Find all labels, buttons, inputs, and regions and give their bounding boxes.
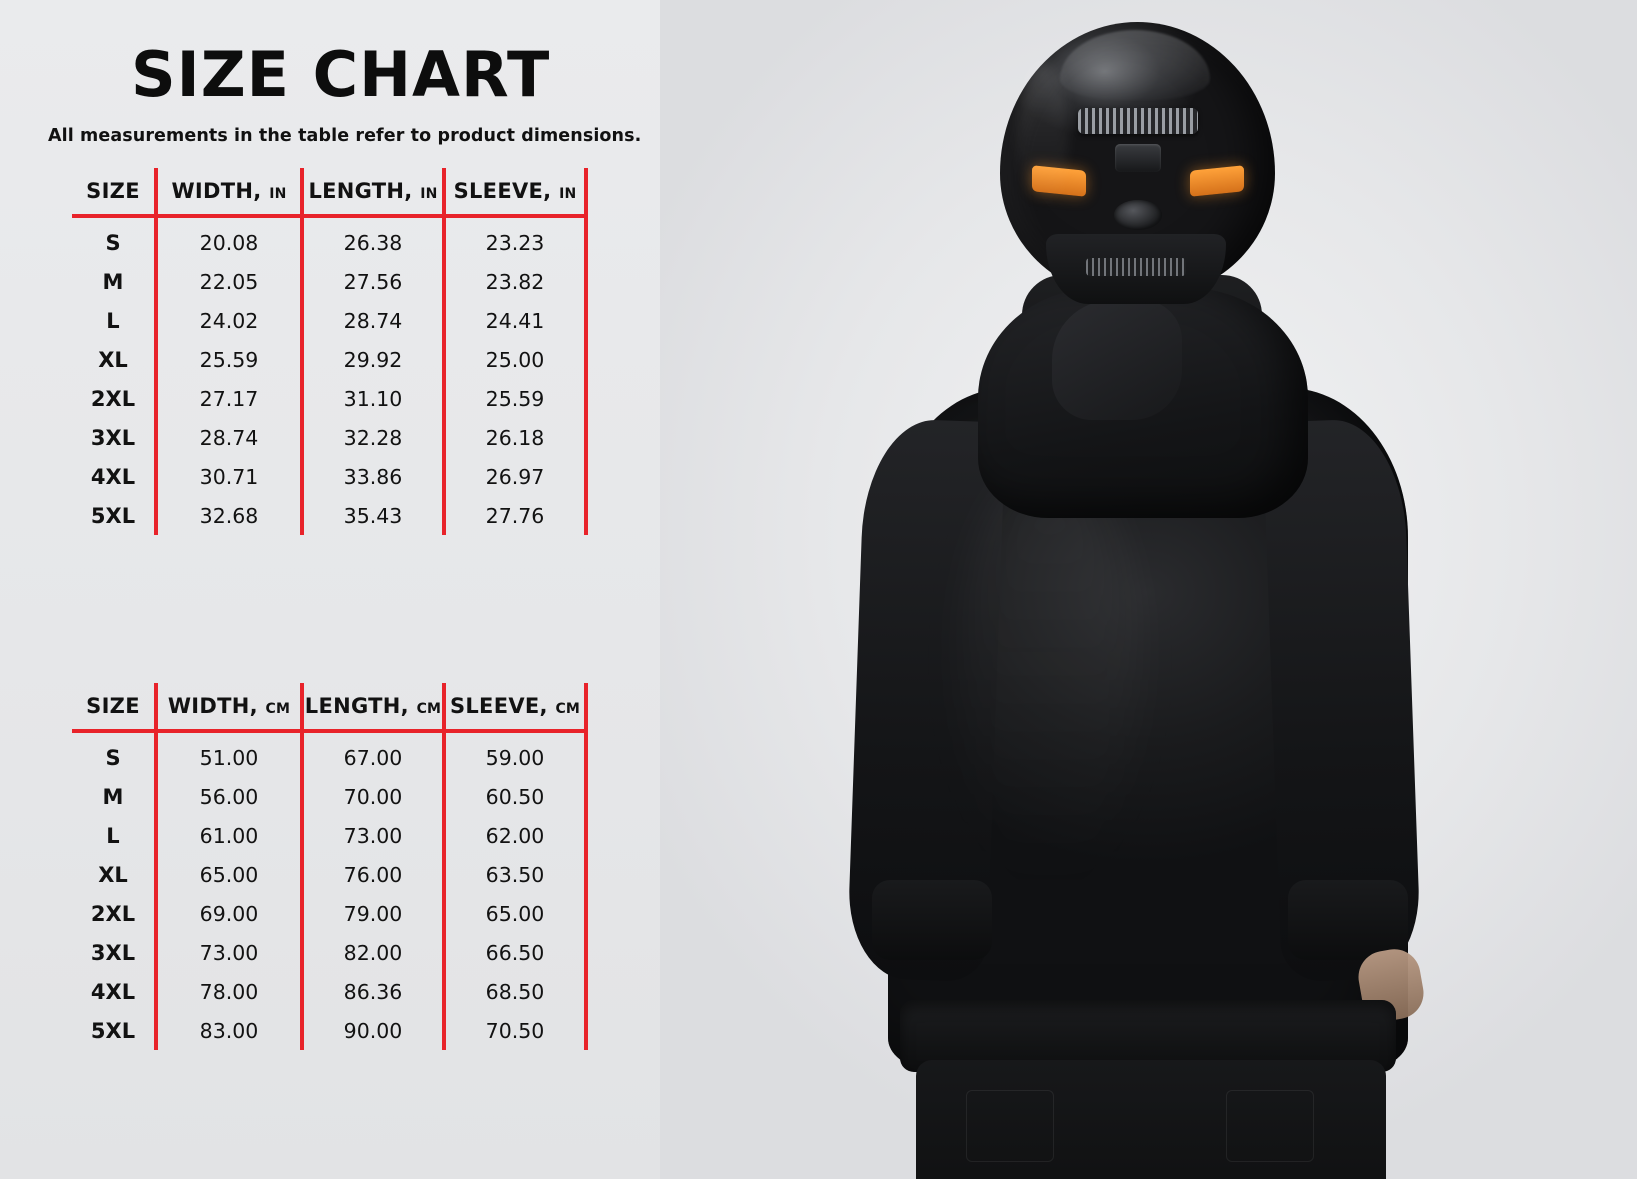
cell-width: 61.00 bbox=[156, 816, 302, 855]
cell-size: 5XL bbox=[90, 503, 136, 528]
cell-size: 2XL bbox=[90, 386, 136, 411]
cell-sleeve: 23.23 bbox=[444, 216, 586, 262]
size-chart-panel bbox=[0, 0, 700, 1179]
column-header-size bbox=[72, 168, 156, 216]
cell-sleeve: 25.00 bbox=[444, 340, 586, 379]
size-table-inches bbox=[72, 168, 588, 535]
table-row bbox=[72, 855, 586, 894]
cell-length: 90.00 bbox=[302, 1011, 444, 1050]
cell-width: 27.17 bbox=[156, 379, 302, 418]
cell-length: 32.28 bbox=[302, 418, 444, 457]
cell-length: 86.36 bbox=[302, 972, 444, 1011]
column-header-size bbox=[72, 683, 156, 731]
column-header-width-unit: IN bbox=[269, 186, 287, 202]
cell-length: 82.00 bbox=[302, 933, 444, 972]
cell-width: 73.00 bbox=[156, 933, 302, 972]
table-row bbox=[72, 933, 586, 972]
table-row bbox=[72, 262, 586, 301]
table-row bbox=[72, 379, 586, 418]
table-row bbox=[72, 816, 586, 855]
cell-width: 69.00 bbox=[156, 894, 302, 933]
column-header-width-unit: CM bbox=[265, 701, 291, 717]
table-row bbox=[72, 216, 586, 262]
table-row bbox=[72, 301, 586, 340]
column-header-sleeve-unit: IN bbox=[559, 186, 577, 202]
column-header-sleeve bbox=[444, 683, 586, 731]
cell-length: 29.92 bbox=[302, 340, 444, 379]
table-row bbox=[72, 1011, 586, 1050]
cell-width: 32.68 bbox=[156, 496, 302, 535]
product-image bbox=[660, 0, 1637, 1179]
table-row bbox=[72, 731, 586, 777]
column-header-sleeve bbox=[444, 168, 586, 216]
hoodie-cuff-right bbox=[1288, 880, 1408, 960]
cell-sleeve: 26.18 bbox=[444, 418, 586, 457]
cell-length: 67.00 bbox=[302, 731, 444, 777]
cell-size: XL bbox=[98, 862, 128, 887]
cell-length: 31.10 bbox=[302, 379, 444, 418]
column-header-sleeve-label: SLEEVE, bbox=[449, 694, 548, 718]
page-subtitle: All measurements in the table refer to product dimensions. bbox=[48, 126, 642, 146]
cell-sleeve: 65.00 bbox=[444, 894, 586, 933]
cell-width: 83.00 bbox=[156, 1011, 302, 1050]
table-row bbox=[72, 777, 586, 816]
table-row bbox=[72, 496, 586, 535]
cell-width: 25.59 bbox=[156, 340, 302, 379]
cell-length: 76.00 bbox=[302, 855, 444, 894]
cell-size: L bbox=[106, 823, 120, 848]
column-header-size-label: SIZE bbox=[86, 694, 140, 718]
table-row bbox=[72, 340, 586, 379]
cell-sleeve: 27.76 bbox=[444, 496, 586, 535]
helmet-vent bbox=[1078, 108, 1198, 134]
column-header-width-label: WIDTH, bbox=[167, 694, 258, 718]
cell-sleeve: 63.50 bbox=[444, 855, 586, 894]
cell-width: 65.00 bbox=[156, 855, 302, 894]
cell-width: 30.71 bbox=[156, 457, 302, 496]
helmet-light-right bbox=[1190, 165, 1244, 197]
table-row bbox=[72, 894, 586, 933]
cell-length: 27.56 bbox=[302, 262, 444, 301]
cell-size: S bbox=[105, 230, 121, 255]
column-header-length-label: LENGTH, bbox=[308, 179, 413, 203]
cell-size: L bbox=[106, 308, 120, 333]
cell-sleeve: 23.82 bbox=[444, 262, 586, 301]
column-header-size-label: SIZE bbox=[86, 179, 140, 203]
cell-length: 33.86 bbox=[302, 457, 444, 496]
cell-length: 28.74 bbox=[302, 301, 444, 340]
cell-sleeve: 59.00 bbox=[444, 731, 586, 777]
table-row bbox=[72, 972, 586, 1011]
cell-size: 4XL bbox=[90, 979, 136, 1004]
fabric-sheen bbox=[960, 470, 1140, 890]
pants-pocket-left bbox=[966, 1090, 1054, 1162]
cell-size: 5XL bbox=[90, 1018, 136, 1043]
size-table-inches-wrap bbox=[72, 168, 588, 535]
helmet-chin-vent bbox=[1086, 258, 1186, 276]
cell-width: 51.00 bbox=[156, 731, 302, 777]
column-header-sleeve-unit: CM bbox=[555, 701, 581, 717]
hoodie-cuff-left bbox=[872, 880, 992, 960]
cell-width: 56.00 bbox=[156, 777, 302, 816]
cell-size: M bbox=[102, 269, 124, 294]
cell-sleeve: 26.97 bbox=[444, 457, 586, 496]
cell-sleeve: 62.00 bbox=[444, 816, 586, 855]
cell-size: XL bbox=[98, 347, 128, 372]
table-header-row bbox=[72, 168, 586, 216]
cell-length: 70.00 bbox=[302, 777, 444, 816]
pants-pocket-right bbox=[1226, 1090, 1314, 1162]
cell-length: 35.43 bbox=[302, 496, 444, 535]
column-header-width bbox=[156, 683, 302, 731]
cell-size: 4XL bbox=[90, 464, 136, 489]
cell-sleeve: 68.50 bbox=[444, 972, 586, 1011]
size-table-centimeters-wrap bbox=[72, 683, 588, 1050]
column-header-sleeve-label: SLEEVE, bbox=[453, 179, 552, 203]
cell-size: S bbox=[105, 745, 121, 770]
cell-width: 20.08 bbox=[156, 216, 302, 262]
cell-width: 22.05 bbox=[156, 262, 302, 301]
cell-length: 79.00 bbox=[302, 894, 444, 933]
cell-sleeve: 24.41 bbox=[444, 301, 586, 340]
column-header-length-unit: IN bbox=[420, 186, 438, 202]
column-header-length-unit: CM bbox=[416, 701, 442, 717]
column-header-length bbox=[302, 683, 444, 731]
cell-width: 28.74 bbox=[156, 418, 302, 457]
helmet-badge bbox=[1115, 144, 1161, 172]
page-title: SIZE CHART bbox=[131, 38, 551, 111]
cell-width: 24.02 bbox=[156, 301, 302, 340]
cell-sleeve: 60.50 bbox=[444, 777, 586, 816]
size-table-centimeters bbox=[72, 683, 588, 1050]
helmet-stripe bbox=[1060, 30, 1210, 100]
table-row bbox=[72, 418, 586, 457]
cell-size: 3XL bbox=[90, 425, 136, 450]
column-header-width bbox=[156, 168, 302, 216]
table-header-row bbox=[72, 683, 586, 731]
cell-length: 73.00 bbox=[302, 816, 444, 855]
cell-size: 2XL bbox=[90, 901, 136, 926]
cell-sleeve: 25.59 bbox=[444, 379, 586, 418]
cell-size: 3XL bbox=[90, 940, 136, 965]
cell-length: 26.38 bbox=[302, 216, 444, 262]
column-header-width-label: WIDTH, bbox=[171, 179, 262, 203]
hood-fold bbox=[1052, 300, 1182, 420]
helmet-gloss bbox=[1018, 62, 1068, 212]
cell-sleeve: 66.50 bbox=[444, 933, 586, 972]
cell-sleeve: 70.50 bbox=[444, 1011, 586, 1050]
helmet-emblem bbox=[1114, 200, 1162, 230]
column-header-length bbox=[302, 168, 444, 216]
cell-width: 78.00 bbox=[156, 972, 302, 1011]
cell-size: M bbox=[102, 784, 124, 809]
table-row bbox=[72, 457, 586, 496]
column-header-length-label: LENGTH, bbox=[304, 694, 409, 718]
